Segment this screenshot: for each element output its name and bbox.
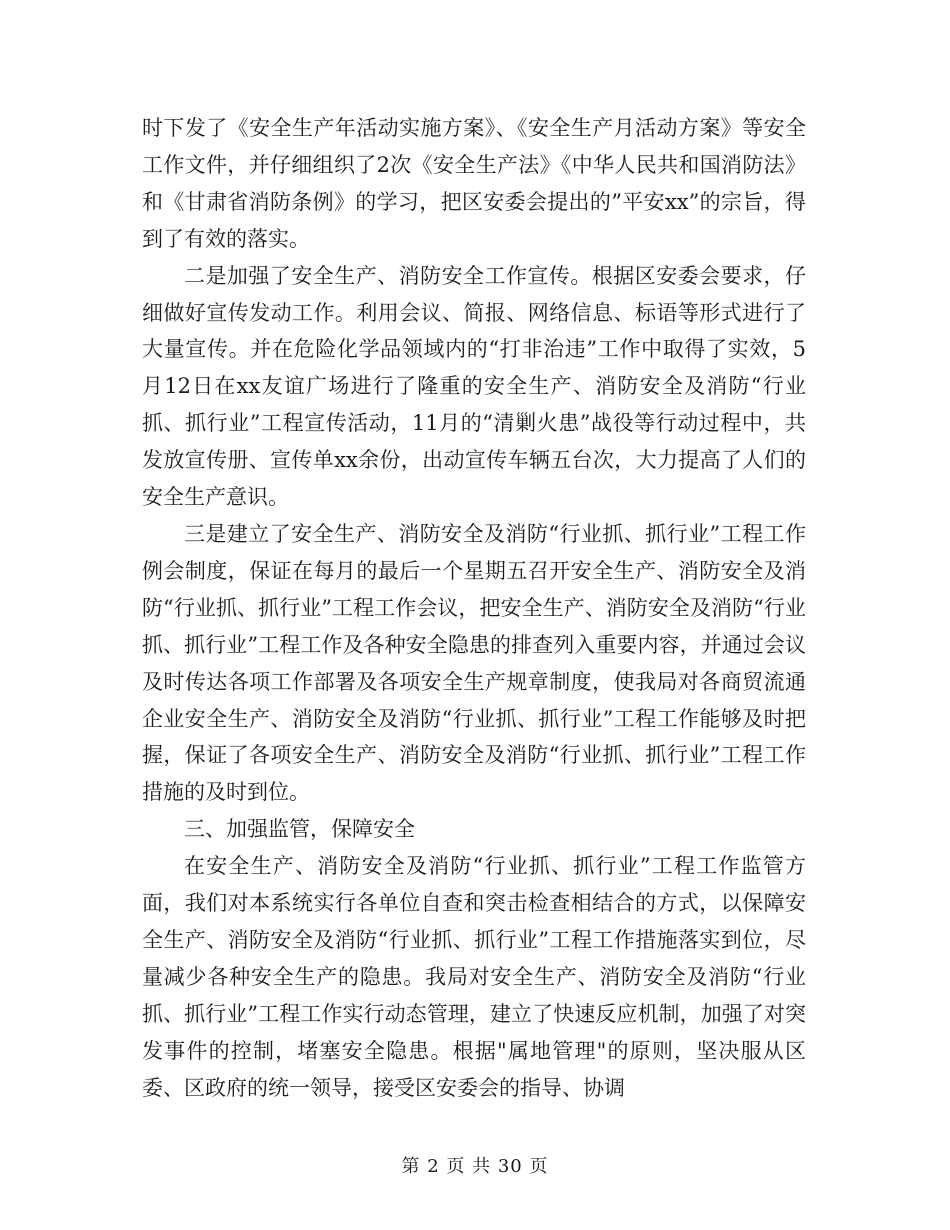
page-number-footer: 第 2 页 共 30 页: [401, 1156, 549, 1177]
paragraph-continuation: 时下发了《安全生产年活动实施方案》、《安全生产月活动方案》等安全工作文件，并仔细组织了2次《安全生产法》《中华人民共和国消防法》和《甘肃省消防条例》的学习，把区安委会提出的”平安xx”的宗旨，得到了有效的落实。: [142, 116, 806, 251]
paragraph-supervision: 在安全生产、消防安全及消防“行业抓、抓行业”工程工作监管方面，我们对本系统实行各单位自查和突击检查相结合的方式，以保障安全生产、消防安全及消防“行业抓、抓行业”工程工作措施落实到位，尽量减少各种安全生产的隐患。我局对安全生产、消防安全及消防“行业抓、抓行业”工程工作实行动态管理，建立了快速反应机制，加强了对突发事件的控制，堵塞安全隐患。根据"属地管理"的原则，坚决服从区委、区政府的统一领导，接受区安委会的指导、协调: [142, 854, 806, 1100]
paragraph-meeting-system: 三是建立了安全生产、消防安全及消防“行业抓、抓行业”工程工作例会制度，保证在每月的最后一个星期五召开安全生产、消防安全及消防“行业抓、抓行业”工程工作会议，把安全生产、消防安全及消防“行业抓、抓行业”工程工作及各种安全隐患的排查列入重要内容，并通过会议及时传达各项工作部署及各项安全生产规章制度，使我局对各商贸流通企业安全生产、消防安全及消防“行业抓、抓行业”工程工作能够及时把握，保证了各项安全生产、消防安全及消防“行业抓、抓行业”工程工作措施的及时到位。: [142, 521, 806, 805]
document-body: [142, 110, 806, 1106]
section-heading: 三、加强监管，保障安全: [184, 817, 415, 842]
paragraph-publicity: 二是加强了安全生产、消防安全工作宣传。根据区安委会要求，仔细做好宣传发动工作。利用会议、简报、网络信息、标语等形式进行了大量宣传。并在危险化学品领域内的“打非治违”工作中取得了实效，5月12日在xx友谊广场进行了隆重的安全生产、消防安全及消防“行业抓、抓行业”工程宣传活动，11月的“清剿火患”战役等行动过程中，共发放宣传册、宣传单xx余份，出动宣传车辆五台次，大力提高了人们的安全生产意识。: [142, 263, 806, 510]
